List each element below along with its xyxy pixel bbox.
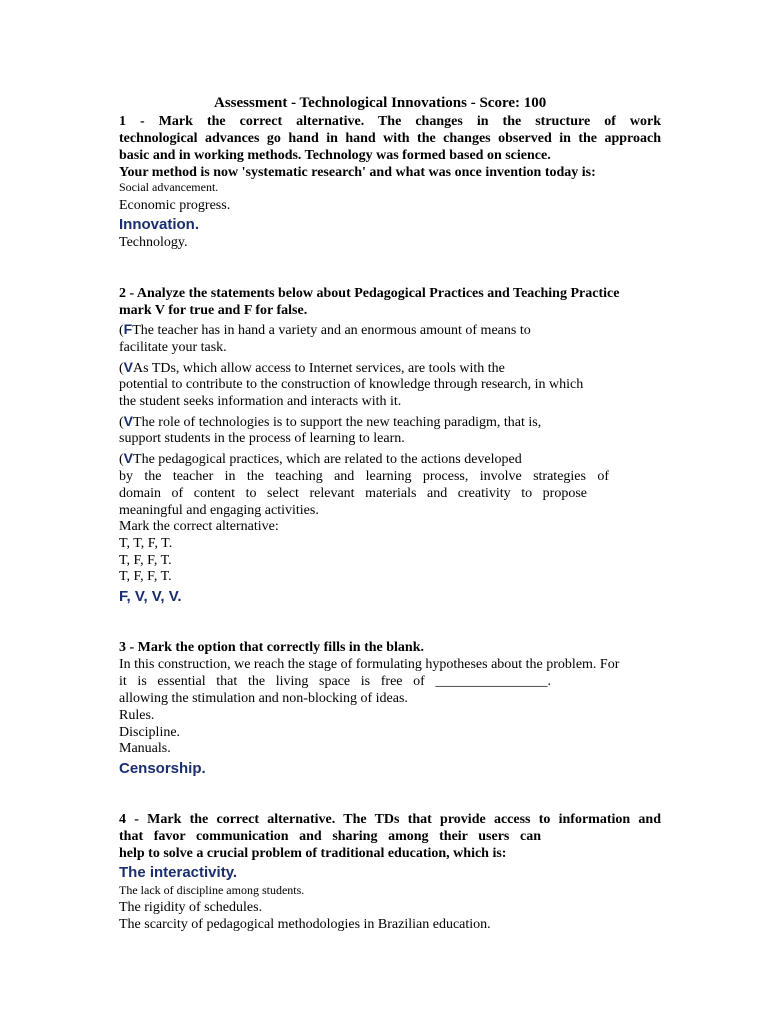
q2-option-2: T, F, F, T. bbox=[119, 553, 172, 568]
q2-statement-4-line-3: domain of content to select relevant materials and creativity to propose bbox=[119, 486, 587, 501]
q3-option-3: Manuals. bbox=[119, 741, 171, 756]
q2-option-1: T, T, F, T. bbox=[119, 536, 173, 551]
q2-selected-answer: F, V, V, V. bbox=[119, 588, 182, 605]
q4-question-line-2: that favor communication and sharing among their users can bbox=[119, 829, 541, 844]
q1-question-line-2: technological advances go hand in hand with the changes observed in the approach bbox=[119, 131, 661, 146]
q1-option-1: Social advancement. bbox=[119, 180, 219, 194]
q2-statement-3-line-2: support students in the process of learning to learn. bbox=[119, 431, 405, 446]
q3-option-1: Rules. bbox=[119, 708, 155, 723]
q2-statement-1-mark: F bbox=[123, 321, 133, 337]
q2-statement-4-line-2: by the teacher in the teaching and learning process, involve strategies of bbox=[119, 469, 609, 484]
q1-option-2: Economic progress. bbox=[119, 198, 231, 213]
q2-statement-2-line-1: (VAs TDs, which allow access to Internet services, are tools with the bbox=[119, 359, 505, 376]
q1-question-line-4: Your method is now 'systematic research' and what was once invention today is: bbox=[119, 165, 596, 180]
q3-option-2: Discipline. bbox=[119, 725, 181, 740]
q2-statement-2-line-3: the student seeks information and interacts with it. bbox=[119, 394, 402, 409]
q2-statement-3-mark: V bbox=[123, 413, 134, 429]
q1-question-line-1: 1 - Mark the correct alternative. The changes in the structure of work bbox=[119, 114, 661, 129]
page-title: Assessment - Technological Innovations - Score: 100 bbox=[214, 95, 547, 111]
q4-question-line-1: 4 - Mark the correct alternative. The TDs that provide access to information and bbox=[119, 812, 661, 827]
q2-question-line-2: mark V for true and F for false. bbox=[119, 303, 308, 318]
q2-statement-1-line-1: (FThe teacher has in hand a variety and an enormous amount of means to bbox=[119, 321, 531, 338]
q2-statement-4-line-4: meaningful and engaging activities. bbox=[119, 503, 319, 518]
q2-statement-3-line-1: (VThe role of technologies is to support the new teaching paradigm, that is, bbox=[119, 413, 542, 430]
q1-selected-answer: Innovation. bbox=[119, 216, 199, 233]
q4-option-2: The lack of discipline among students. bbox=[119, 883, 305, 897]
q3-body-line-3: allowing the stimulation and non-blocking of ideas. bbox=[119, 691, 408, 706]
q4-option-3: The rigidity of schedules. bbox=[119, 900, 263, 915]
q2-question-line-1: 2 - Analyze the statements below about Pedagogical Practices and Teaching Practice bbox=[119, 286, 620, 301]
q1-question-line-3: basic and in working methods. Technology was formed based on science. bbox=[119, 148, 551, 163]
q2-statement-2-mark: V bbox=[123, 359, 134, 375]
q2-statement-4-mark: V bbox=[123, 450, 134, 466]
q2-option-3: T, F, F, T. bbox=[119, 569, 172, 584]
q3-question: 3 - Mark the option that correctly fills in the blank. bbox=[119, 640, 425, 655]
q2-prompt: Mark the correct alternative: bbox=[119, 519, 279, 534]
q1-option-4: Technology. bbox=[119, 235, 188, 250]
q4-selected-answer: The interactivity. bbox=[119, 864, 238, 881]
q2-statement-2-line-2: potential to contribute to the construction of knowledge through research, in which bbox=[119, 377, 584, 392]
q2-statement-4-line-1: (VThe pedagogical practices, which are related to the actions developed bbox=[119, 450, 522, 467]
q4-question-line-3: help to solve a crucial problem of traditional education, which is: bbox=[119, 846, 507, 861]
q4-option-4: The scarcity of pedagogical methodologies in Brazilian education. bbox=[119, 917, 491, 932]
q3-body-line-1: In this construction, we reach the stage of formulating hypotheses about the problem. For bbox=[119, 657, 620, 672]
q3-selected-answer: Censorship. bbox=[119, 760, 206, 777]
q2-statement-1-line-2: facilitate your task. bbox=[119, 340, 227, 355]
q3-body-line-2: it is essential that the living space is free of ________________. bbox=[119, 674, 551, 689]
